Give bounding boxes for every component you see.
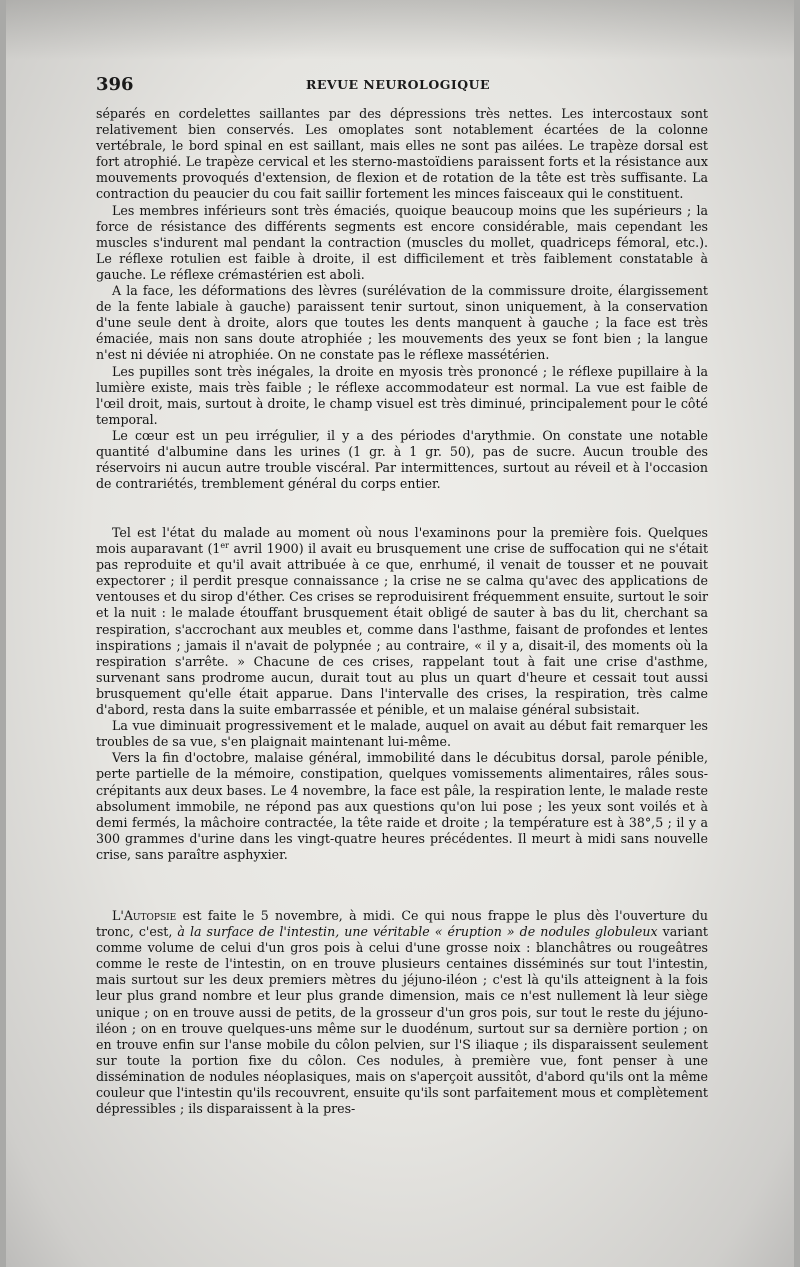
- ordinal-superscript: er: [220, 540, 229, 550]
- history-section: [96, 525, 708, 863]
- autopsy-italic-phrase: à la surface de l'intestin, une véritable « éruption » de nodules globuleux: [177, 924, 658, 940]
- running-title: REVUE NEUROLOGIQUE: [306, 77, 491, 92]
- paragraph-heart: Le cœur est un peu irrégulier, il y a des périodes d'arythmie. On constate une notable quantité d'albumine dans les urines (1 gr. à 1 gr. 50), pas de sucre. Aucun trouble des réservoirs ni aucun autre trouble viscéral. Par intermittences, surtout au réveil et à l'occasion de contrariétés, tremblement général du corps entier.: [96, 427, 708, 492]
- autopsy-text-b: variant comme volume de celui d'un gros pois à celui d'une grosse noix : blanchâtres ou rougeâtres comme le reste de l'intestin, on en trouve plusieurs centaines disséminés sur tout l'intestin, mais surtout sur les deux premiers mètres du jéjuno-iléon ; c'est là qu'ils atteignent à la fois leur plus grand nombre et leur plus grande dimension, mais ce n'est nullement là leur siège unique ; on en trouve aussi de petits, de la grosseur d'un gros pois, sur tout le reste du jéjuno-iléon ; on en trouve quelques-uns même sur le duodénum, surtout sur sa dernière portion ; on en trouve enfin sur l'anse mobile du côlon pelvien, sur l'S iliaque ; ils disparaissent seulement sur toute la portion fixe du côlon. Ces nodules, à première vue, font penser à une dissémination de nodules néoplasiques, mais on s'aperçoit aussitôt, d'abord qu'ils ont la même couleur que l'intestin qu'ils recouvrent, ensuite qu'ils sont parfaitement mous et complètement dépressibles ; ils disparaissent à la pres-: [96, 924, 708, 1117]
- page-number: 396: [96, 74, 134, 95]
- paragraph-pupils: Les pupilles sont très inégales, la droite en myosis très prononcé ; le réflexe pupillaire à la lumière existe, mais très faible ; le réflexe accommodateur est normal. La vue est faible de l'œil droit, mais, surtout à droite, le champ visuel est très diminué, principalement pour le côté temporal.: [96, 363, 708, 427]
- autopsy-text-a: est faite le 5 novembre, à midi. Ce qui nous frappe le plus dès l'ouverture du tronc, c'est,: [96, 908, 708, 940]
- journal-page: [6, 0, 794, 1267]
- paragraph-history: [96, 525, 708, 718]
- history-text-start: Tel est l'état du malade au moment où nous l'examinons pour la première fois. Quelques mois auparavant (1: [96, 525, 708, 557]
- paragraph-autopsy: [96, 908, 708, 1117]
- paragraph-face: A la face, les déformations des lèvres (surélévation de la commissure droite, élargissement de la fente labiale à gauche) paraissent tenir surtout, sinon uniquement, à la conservation d'une seule dent à droite, alors que toutes les dents manquent à gauche ; la face est très émaciée, mais non sans doute atrophiée ; les mouvements des yeux se font bien ; la langue n'est ni déviée ni atrophiée. On ne constate pas le réflexe massétérien.: [96, 283, 708, 363]
- paragraph-death: Vers la fin d'octobre, malaise général, immobilité dans le décubitus dorsal, parole pénible, perte partielle de la mémoire, constipation, quelques vomissements alimentaires, râles sous-crépitants aux deux bases. Le 4 novembre, la face est pâle, la respiration lente, le malade reste absolument immobile, ne répond pas aux questions qu'on lui pose ; les yeux sont voilés et à demi fermés, la mâchoire contractée, la tête raide et droite ; la température est à 38°,5 ; il y a 300 grammes d'urine dans les vingt-quatre heures précédentes. Il meurt à midi sans nouvelle crise, sans paraître asphyxier.: [96, 750, 708, 862]
- paragraph-vision: La vue diminuait progressivement et le malade, auquel on avait au début fait remarquer les troubles de sa vue, s'en plaignait maintenant lui-même.: [96, 718, 708, 750]
- autopsy-section: [96, 908, 708, 1117]
- page-header: [96, 74, 706, 98]
- paragraph-lower-limbs: Les membres inférieurs sont très émaciés, quoique beaucoup moins que les supérieurs ; la force de résistance des différents segments est encore considérable, mais cependant les muscles s'indurent mal pendant la contraction (muscles du mollet, quadriceps fémoral, etc.). Le réflexe rotulien est faible à droite, il est difficilement et très faiblement constatable à gauche. Le réflexe crémastérien est aboli.: [96, 202, 708, 282]
- paragraph-muscles-trunk: séparés en cordelettes saillantes par des dépressions très nettes. Les intercostaux sont relativement bien conservés. Les omoplates sont notablement écartées de la colonne vertébrale, le bord spinal en est saillant, mais elles ne sont pas ailées. Le trapèze dorsal est fort atrophié. Le trapèze cervical et les sterno-mastoïdiens paraissent forts et la résistance aux mouvements provoqués d'extension, de flexion et de rotation de la tête est très suffisante. La contraction du peaucier du cou fait saillir fortement les minces faisceaux qui le constituent.: [96, 106, 708, 202]
- history-text-rest: avril 1900) il avait eu brusquement une crise de suffocation qui ne s'était pas reproduite et qu'il avait attribuée à ce que, enrhumé, il venait de tousser et ne pouvait expectorer ; il perdit presque connaissance ; la crise ne se calma qu'avec des applications de ventouses et du sirop d'éther. Ces crises se reproduisirent fréquemment ensuite, surtout le soir et la nuit : le malade étouffant brusquement était obligé de sauter à bas du lit, cherchant sa respiration, s'accrochant aux meubles et, comme dans l'asthme, faisant de profondes et lentes inspirations ; jamais il n'avait de polypnée ; au contraire, « il y a, disait-il, des moments où la respiration s'arrête. » Chacune de ces crises, rappelant tout à fait une crise d'asthme, survenant sans prodrome aucun, durait tout au plus un quart d'heure et cessait tout aussi brusquement qu'elle était apparue. Dans l'intervalle des crises, la respiration, très calme d'abord, resta dans la suite embarrassée et pénible, et un malaise général subsistait.: [96, 541, 709, 718]
- autopsy-lead-word: L'Autopsie: [112, 908, 177, 923]
- clinical-exam-section: [96, 106, 708, 492]
